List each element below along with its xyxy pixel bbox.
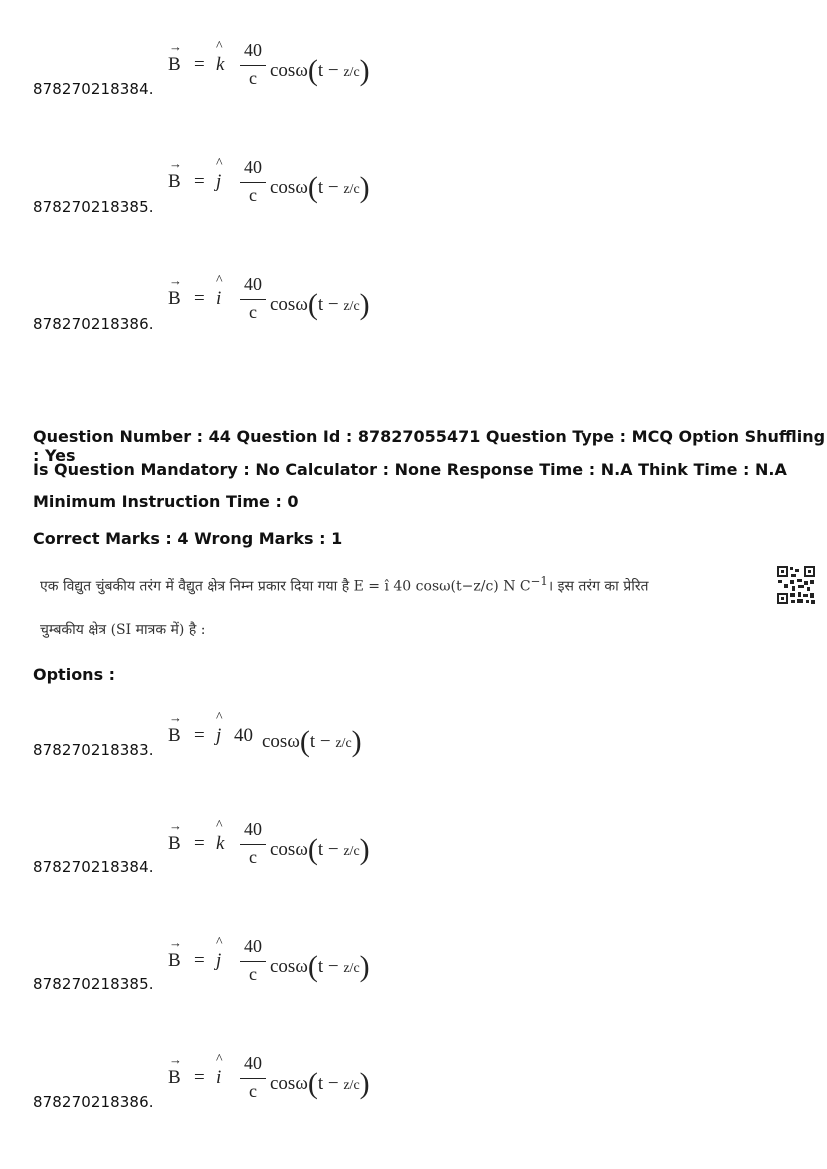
equals: = (194, 1067, 205, 1088)
options-label: Options : (33, 665, 116, 684)
unit-vector: k (216, 54, 225, 75)
coefficient: 40 (234, 725, 253, 746)
fraction: 40 c (240, 819, 266, 868)
b-symbol: B (168, 288, 181, 309)
unit-vector: j (216, 171, 222, 192)
fraction: 40 c (240, 936, 266, 985)
fraction: 40 c (240, 40, 266, 89)
option-id: 878270218384. (33, 80, 154, 98)
unit-vector: i (216, 288, 222, 309)
b-symbol: B (168, 833, 181, 854)
b-symbol: B (168, 950, 181, 971)
b-symbol: B (168, 1067, 181, 1088)
fraction: 40 c (240, 157, 266, 206)
unit-vector: j (216, 950, 222, 971)
fraction: 40 c (240, 1053, 266, 1102)
electric-field-formula: E = î 40 cosω(t−z/c) N C (353, 578, 531, 595)
equals: = (194, 171, 205, 192)
question-meta-line2: Is Question Mandatory : No Calculator : None Response Time : N.A Think Time : N.A (33, 460, 787, 479)
equals: = (194, 288, 205, 309)
option-id: 878270218386. (33, 315, 154, 333)
question-text-line2: चुम्बकीय क्षेत्र (SI मात्रक में) है : (40, 622, 206, 638)
unit-vector: k (216, 833, 225, 854)
option-id: 878270218386. (33, 1093, 154, 1111)
unit-vector: i (216, 1067, 222, 1088)
option-id: 878270218385. (33, 198, 154, 216)
equals: = (194, 725, 205, 746)
option-id: 878270218385. (33, 975, 154, 993)
option-id: 878270218383. (33, 741, 154, 759)
marks-line: Correct Marks : 4 Wrong Marks : 1 (33, 529, 343, 548)
option-id: 878270218384. (33, 858, 154, 876)
b-symbol: B (168, 171, 181, 192)
question-meta-line3: Minimum Instruction Time : 0 (33, 492, 299, 511)
equals: = (194, 833, 205, 854)
b-symbol: B (168, 725, 181, 746)
question-meta-line1: Question Number : 44 Question Id : 87827055471 Question Type : MCQ Option Shuffling : Yes (33, 427, 826, 465)
b-symbol: B (168, 54, 181, 75)
equals: = (194, 54, 205, 75)
unit-vector: j (216, 725, 222, 746)
equals: = (194, 950, 205, 971)
qr-code-icon (776, 565, 816, 605)
question-text-line1: एक विद्युत चुंबकीय तरंग में वैद्युत क्षेत्र निम्न प्रकार दिया गया है E = î 40 cosω(t−z/c) N $C^{-1}।$ इस तरंग का प्रेरित (40, 574, 649, 595)
fraction: 40 c (240, 274, 266, 323)
